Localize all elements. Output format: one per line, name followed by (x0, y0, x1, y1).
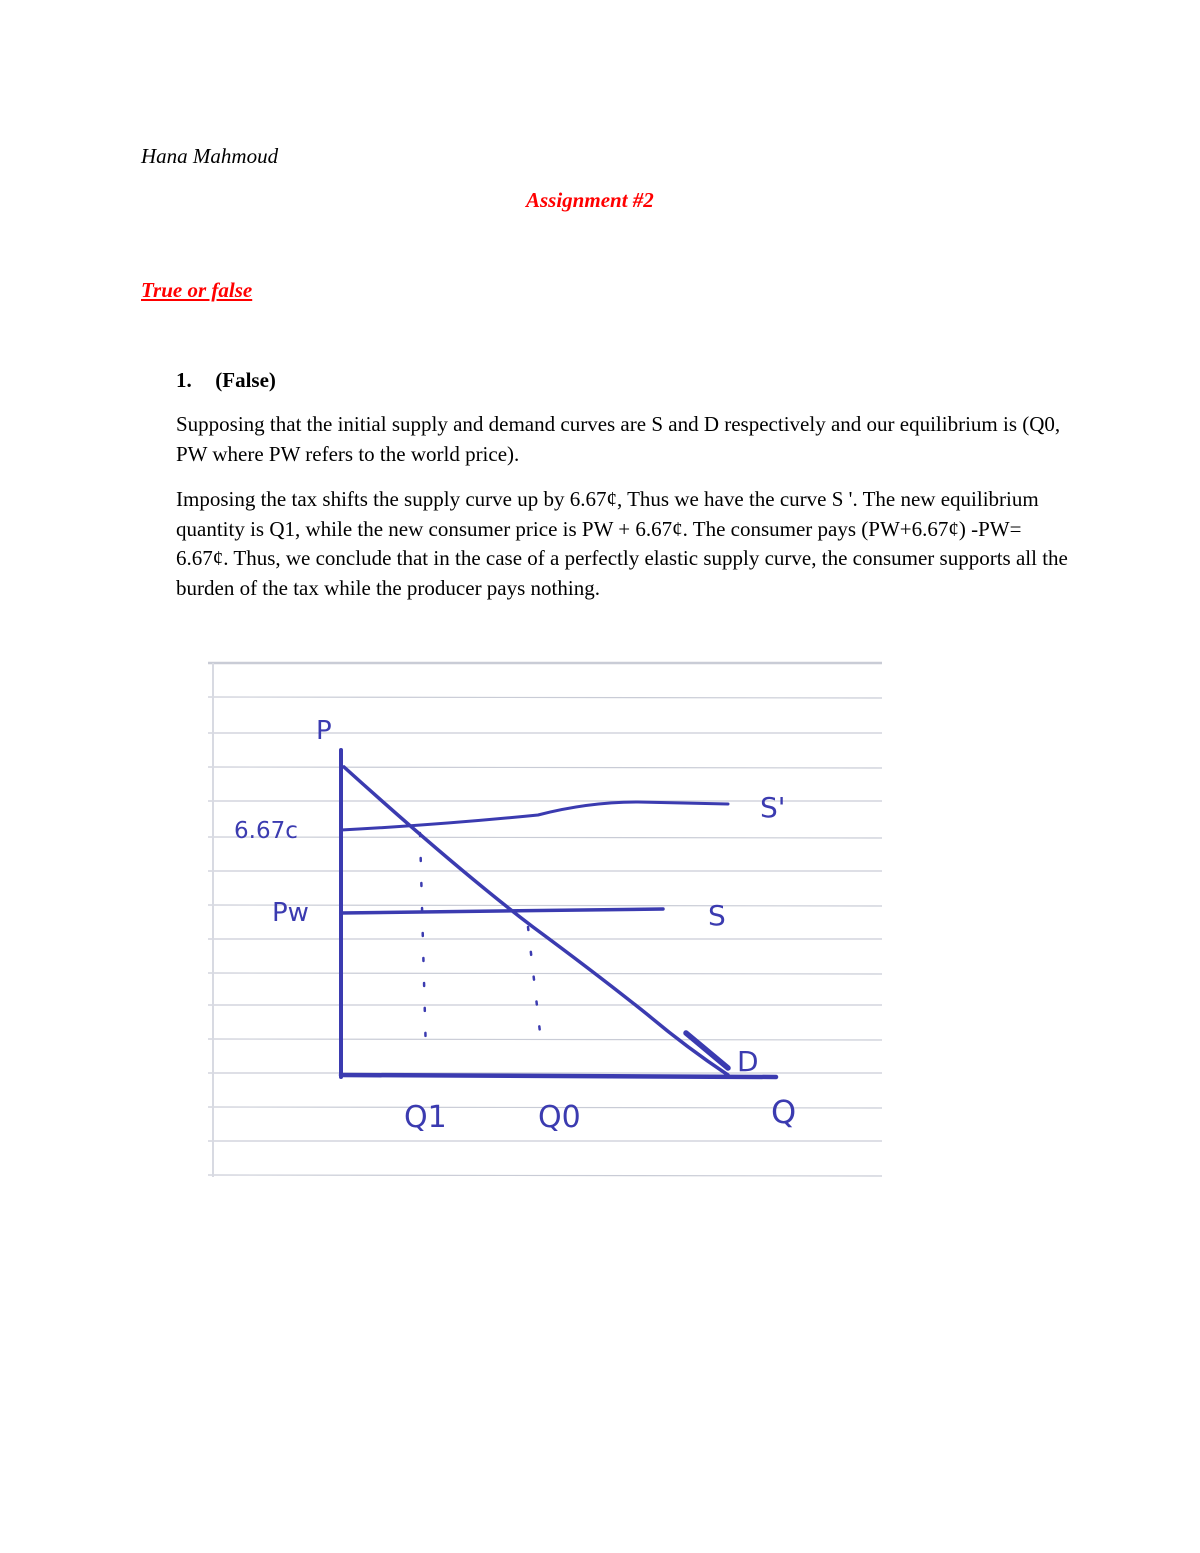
question-answer: (False) (215, 368, 276, 392)
author-name: Hana Mahmoud (141, 144, 279, 168)
label-supply-new: S' (760, 791, 786, 824)
section-heading: True or false (141, 278, 253, 302)
label-price-low: Pw (272, 898, 309, 928)
label-q1: Q1 (404, 1100, 447, 1135)
paragraph-assumption: Supposing that the initial supply and demand curves are S and D respectively and our equilibrium is (Q0, PW where PW refers to the world price). (176, 412, 1061, 466)
label-price-high: 6.67c (234, 818, 298, 844)
supply-demand-sketch (208, 655, 890, 1185)
assignment-title: Assignment #2 (526, 188, 654, 212)
quantity-axis (341, 1075, 776, 1077)
label-q: Q (771, 1093, 797, 1131)
question-heading (176, 368, 276, 393)
label-demand: D (737, 1045, 759, 1078)
label-p: P (316, 716, 332, 746)
paragraph-explanation: Imposing the tax shifts the supply curve up by 6.67¢, Thus we have the curve S '. The new equilibrium quantity is Q1, while the new consumer price is PW + 6.67¢. The consumer pays (PW+6.67¢) -PW= 6.67¢. Thus, we conclude that in the case of a perfectly elastic supply curve, the consumer supports all the burden of the tax while the producer pays nothing. (176, 487, 1068, 600)
sketch-canvas (208, 655, 890, 1185)
label-supply: S (708, 899, 726, 932)
label-q0: Q0 (538, 1100, 581, 1135)
question-number: 1. (176, 368, 192, 392)
